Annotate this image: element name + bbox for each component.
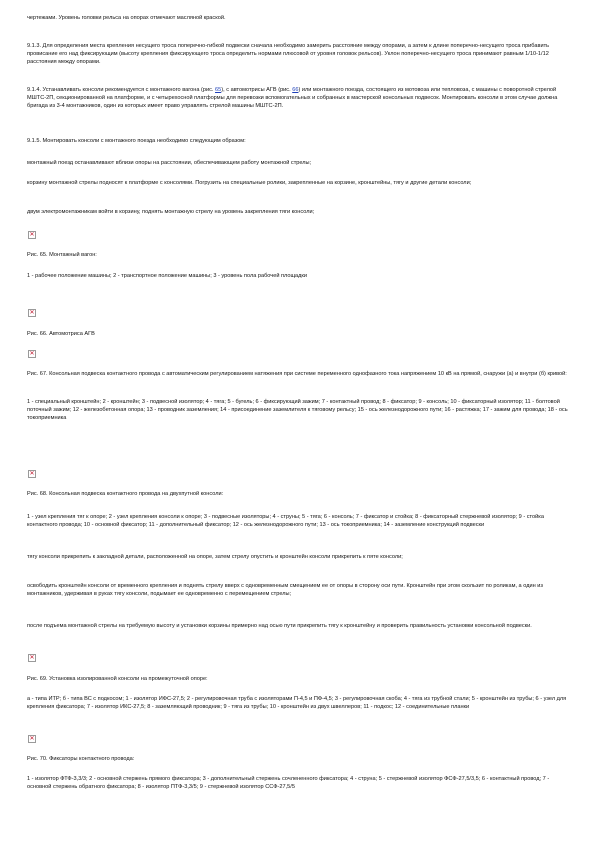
figure-69-caption: Рис. 69. Установка изолированной консоли на промежуточной опоре: <box>27 676 208 682</box>
figure-67-legend: 1 - специальный кронштейн; 2 - кронштейн; 3 - подвесной изолятор; 4 - тяга; 5 - бугель; 6 - фиксирующий зажим; 7 - контактный провод; 8 - фиксатор; 9 - консоль; 10 - фиксаторный изолятор; 11 - болтовой поточный зажим; 12 - железобетонная опора; 13 - проводник заземления; 14 - присоединение заземлителя к тяговому рельсу; 15 - ось железнодорожного пути; 16 - растяжка; 17 - зажим для провода; 18 - ось токоприемника <box>27 399 568 422</box>
broken-image-icon <box>28 654 36 662</box>
paragraph-9-1-3: 9.1.3. Для определения места крепления несущего троса поперечно-гибкой подвески сначала необходимо замерить расстояние между опорами, а затем к длине поперечно-несущего троса прибавить провисание его над фиксирующим (высоту крепления фиксирующего троса определить нормами плюсовой от уровня головок рельсов). Уклон поперечно-несущего троса принимают равным 1/10-1/12 расстояния между опорами. <box>27 43 550 66</box>
figure-66-link[interactable]: 66 <box>292 87 299 93</box>
broken-image-icon <box>28 735 36 743</box>
paragraph-9-1-4-text-b: ), с автомотрисы АГВ (рис. <box>221 87 293 93</box>
broken-image-icon <box>28 350 36 358</box>
figure-70-legend: 1 - изолятор ФТФ-3,3/3; 2 - основной стержень прямого фиксатора; 3 - дополнительный стержень сочлененного фиксатора; 4 - струна; 5 - стержневой изолятор ФСФ-27,5/3,5; 6 - контактный провод; 7 - основной стержень обратного фиксатора; 8 - изолятор ПТФ-3,3/5; 9 - стержневой изолятор ССФ-27,5/5 <box>27 776 550 791</box>
figure-68-legend: 1 - узел крепления тяг к опоре; 2 - узел крепления консоли к опоре; 3 - подвесные изоляторы; 4 - струны; 5 - тяга; 6 - консоль; 7 - фиксатор и стойка; 8 - фиксаторный стержневой изолятор; 9 - стойка контактного провода; 10 - основной фиксатор; 11 - дополнительный фиксатор; 12 - ось железнодорожного пути; 13 - ось токоприемника; 14 - заземление конструкций подвески <box>27 514 544 529</box>
paragraph-9-1-4-text-a: 9.1.4. Устанавливать консоли рекомендуется с монтажного вагона (рис. <box>27 87 216 93</box>
step-stop-train: монтажный поезд останавливают вблизи опоры на расстоянии, обеспечивающем работу монтажной стрелы; <box>27 160 312 166</box>
figure-69-legend: а - типа ИТР; б - типа ВС с подкосом; 1 - изолятор ИФС-27,5; 2 - регулировочная труба с изоляторами П-4,5 и ПФ-4,5; 3 - регулировочная скоба; 4 - тяга из трубной стали; 5 - кронштейн из трубы; 6 - узел для крепления фиксатора; 7 - изолятор ИКС-27,5; 8 - заземляющий проводник; 9 - тяга из трубы; 10 - кронштейн из двух швеллеров; 11 - подкос; 12 - соединительные планки <box>27 696 567 711</box>
figure-68-caption: Рис. 68. Консольная подвеска контактного провода на двухпутной консоли: <box>27 491 224 497</box>
step-attach-rod: тягу консоли прикрепить к закладной детали, расположенной на опоре, затем стрелу опустить и кронштейн консоли прикрепить к пяте консоли; <box>27 554 403 560</box>
figure-65-legend: 1 - рабочее положение машины; 2 - транспортное положение машины; 3 - уровень пола рабочей площадки <box>27 273 308 279</box>
broken-image-icon <box>28 470 36 478</box>
figure-70-caption: Рис. 70. Фиксаторы контактного провода: <box>27 756 135 762</box>
figure-65-link[interactable]: 65 <box>215 87 222 93</box>
step-check-installation: после подъема монтажной стрелы на требуемую высоту и установки корзины примерно над осью пути прикрепить тягу к кронштейну и проверить правильность установки консольной подвески. <box>27 623 532 629</box>
paragraph-9-1-5: 9.1.5. Монтировать консоли с монтажного поезда необходимо следующим образом: <box>27 138 246 144</box>
broken-image-icon <box>28 231 36 239</box>
figure-66-caption: Рис. 66. Автомотриса АГВ <box>27 331 95 337</box>
step-load-basket: корзину монтажной стрелы подносят к платформе с консолями. Погрузить на специальные ролики, закрепленные на корзине, кронштейны, тягу и другие детали консоли; <box>27 180 472 186</box>
figure-65-caption: Рис. 65. Монтажный вагон: <box>27 252 97 258</box>
broken-image-icon <box>28 309 36 317</box>
figure-67-caption: Рис. 67. Консольная подвеска контактного провода с автоматическим регулированием натяжения при системе переменного однофазного тока напряжением 10 кВ на прямой, снаружи (а) и внутри (б) кривой: <box>27 371 567 377</box>
step-raise-boom: двум электромонтажникам войти в корзину, поднять монтажную стрелу на уровень закрепления тяги консоли; <box>27 209 315 215</box>
paragraph-intro: чертежами. Уровень головки рельса на опорах отмечают масляной краской. <box>27 15 226 21</box>
paragraph-9-1-4 <box>27 86 573 110</box>
paragraph-9-1-4-text-c: ) или монтажного поезда, состоящего из мотовоза или тепловоза, с машины с поворотной стрелой МШТС-2П, секционированной на платформе, и с четырехосной платформы для перевозки вспомогательных и собранных в мастерской консольных подвесок. Монтировать консоли в этом случае должна бригада из 3-4 монтажников, один из которых имеет право управлять стрелой машины МШТС-2П. <box>27 87 558 110</box>
step-release-bracket: освободить кронштейн консоли от временного крепления и поднять стрелу вверх с одновременным смещением ее от опоры в сторону оси пути. Кронштейн при этом скользит по роликам, а один из монтажников, удерживая в руках тягу консоли, подымает ее одновременно с перемещением стрелы; <box>27 583 543 598</box>
